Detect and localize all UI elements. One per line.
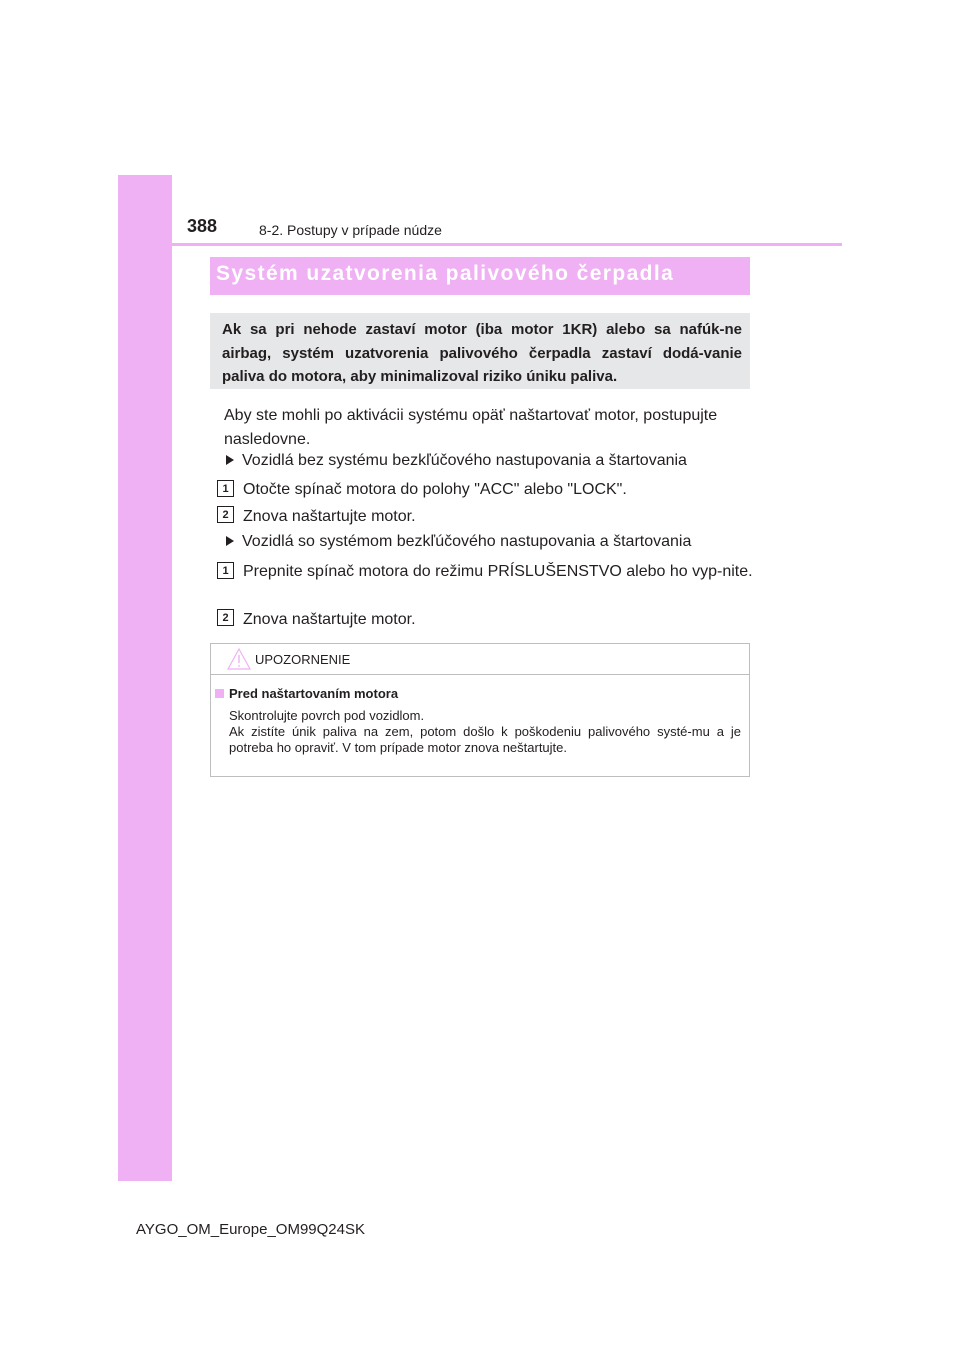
intro-text: Ak sa pri nehode zastaví motor (iba motor 1KR) alebo sa nafúk-ne airbag, systém uzatvorenia palivového čerpadla zastaví dodá-vanie paliva do motora, aby minimalizoval riziko úniku paliva.: [222, 321, 742, 386]
step-number: 1: [217, 480, 234, 497]
footer-code: AYGO_OM_Europe_OM99Q24SK: [136, 1221, 365, 1238]
step-text: Prepnite spínač motora do režimu PRÍSLUŠENSTVO alebo ho vyp-nite.: [243, 563, 753, 580]
warning-triangle-icon: [227, 647, 251, 671]
triangle-bullet-icon: [226, 536, 234, 546]
side-tab-band: [118, 175, 172, 1181]
section-title: 8-2. Postupy v prípade núdze: [259, 222, 442, 238]
body-text: Aby ste mohli po aktivácii systému opäť naštartovať motor, postupujte nasledovne.: [224, 407, 718, 448]
warning-title: Pred naštartovaním motora: [229, 686, 399, 701]
triangle-bullet-icon: [226, 455, 234, 465]
warning-label: UPOZORNENIE: [255, 652, 351, 667]
variant-heading: [226, 452, 687, 470]
warning-line: Skontrolujte povrch pod vozidlom.: [229, 708, 425, 723]
step-number: 2: [217, 609, 234, 626]
warning-divider: [211, 674, 749, 675]
square-bullet-icon: [215, 689, 224, 698]
header-rule: [118, 243, 842, 246]
warning-line: Ak zistíte únik paliva na zem, potom došlo k poškodeniu palivového systé-mu a je potreba ho opraviť. V tom prípade motor znova neštartujte.: [229, 724, 741, 755]
step-text: Otočte spínač motora do polohy "ACC" alebo "LOCK".: [243, 481, 627, 498]
variant-heading-text: Vozidlá so systémom bezkľúčového nastupovania a štartovania: [242, 533, 692, 550]
warning-body: [229, 708, 741, 756]
step-text: Znova naštartujte motor.: [243, 611, 416, 628]
variant-heading: [226, 533, 691, 551]
variant-heading-text: Vozidlá bez systému bezkľúčového nastupovania a štartovania: [242, 452, 687, 469]
warning-box: [210, 643, 750, 777]
page-number: 388: [187, 216, 218, 236]
step-number: 2: [217, 506, 234, 523]
step-number: 1: [217, 562, 234, 579]
page-title: Systém uzatvorenia palivového čerpadla: [216, 262, 675, 285]
step-text: Znova naštartujte motor.: [243, 508, 416, 525]
